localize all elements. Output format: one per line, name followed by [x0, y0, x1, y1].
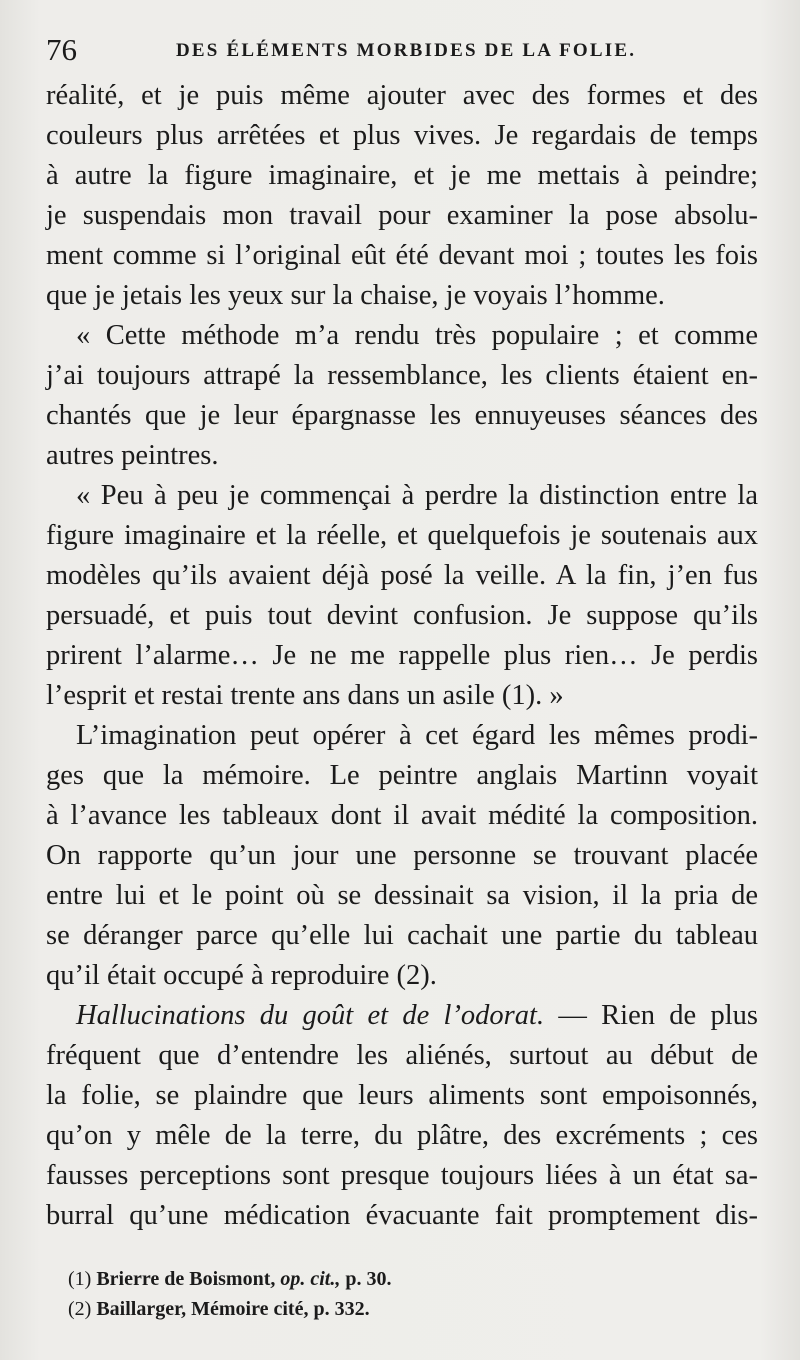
footnote-page: p. 332. — [313, 1298, 370, 1320]
text-line: qu’il était occupé à reproduire (2). — [46, 960, 437, 991]
footnote-marker: (2) — [68, 1298, 92, 1320]
section-heading-line — [46, 996, 758, 1036]
text-line: entre lui et le point où se dessinait sa vision, il la pria de — [46, 880, 758, 911]
text-line: On rapporte qu’un jour une personne se trouvant placée — [46, 840, 758, 871]
text-line: autres peintres. — [46, 440, 219, 471]
text-line: chantés que je leur épargnasse les ennuyeuses séances des — [46, 400, 758, 431]
running-title: DES ÉLÉMENTS MORBIDES DE LA FOLIE. — [176, 40, 637, 61]
body-text — [46, 76, 758, 1236]
text-line: à autre la figure imaginaire, et je me mettais à peindre; — [46, 160, 758, 191]
text-line: prirent l’alarme… Je ne me rappelle plus rien… Je perdis — [46, 640, 758, 671]
text-line: fréquent que d’entendre les aliénés, surtout au début de — [46, 1040, 758, 1071]
text-line: qu’on y mêle de la terre, du plâtre, des excréments ; ces — [46, 1120, 758, 1151]
text-line: « Cette méthode m’a rendu très populaire ; et comme — [76, 320, 758, 351]
footnotes — [68, 1264, 758, 1324]
footnote-author: Brierre de Boismont, — [96, 1268, 276, 1290]
footnote — [68, 1264, 758, 1294]
running-header — [46, 30, 758, 70]
text-line: fausses perceptions sont presque toujours liées à un état sa- — [46, 1160, 758, 1191]
text-line: persuadé, et puis tout devint confusion. Je suppose qu’ils — [46, 600, 758, 631]
text-line: que je jetais les yeux sur la chaise, je voyais l’homme. — [46, 280, 665, 311]
text-line: je suspendais mon travail pour examiner la pose absolu- — [46, 200, 758, 231]
text-line: la folie, se plaindre que leurs aliments sont empoisonnés, — [46, 1080, 758, 1111]
footnote-page: p. 30. — [345, 1268, 392, 1290]
text-line: modèles qu’ils avaient déjà posé la veille. A la fin, j’en fus — [46, 560, 758, 591]
text-line: couleurs plus arrêtées et plus vives. Je regardais de temps — [46, 120, 758, 151]
text-line: L’imagination peut opérer à cet égard les mêmes prodi- — [76, 720, 758, 751]
section-heading-continuation: — Rien de plus — [558, 1000, 758, 1031]
text-line: « Peu à peu je commençai à perdre la distinction entre la — [76, 480, 758, 511]
footnote-marker: (1) — [68, 1268, 92, 1290]
text-line: se déranger parce qu’elle lui cachait une partie du tableau — [46, 920, 758, 951]
text-line: j’ai toujours attrapé la ressemblance, les clients étaient en- — [46, 360, 758, 391]
text-line: burral qu’une médication évacuante fait promptement dis- — [46, 1200, 758, 1231]
text-line: l’esprit et restai trente ans dans un asile (1). » — [46, 680, 564, 711]
text-line: figure imaginaire et la réelle, et quelquefois je soutenais aux — [46, 520, 758, 551]
text-line: ges que la mémoire. Le peintre anglais Martinn voyait — [46, 760, 758, 791]
section-heading: Hallucinations du goût et de l’odorat. — [76, 1000, 545, 1031]
footnote — [68, 1294, 758, 1324]
footnote-author: Baillarger, Mémoire cité, — [96, 1298, 309, 1320]
footnote-ref: op. cit., — [280, 1268, 341, 1290]
text-line: ment comme si l’original eût été devant moi ; toutes les fois — [46, 240, 758, 271]
page-number: 76 — [46, 32, 77, 67]
text-line: réalité, et je puis même ajouter avec des formes et des — [46, 80, 758, 111]
text-line: à l’avance les tableaux dont il avait médité la composition. — [46, 800, 758, 831]
